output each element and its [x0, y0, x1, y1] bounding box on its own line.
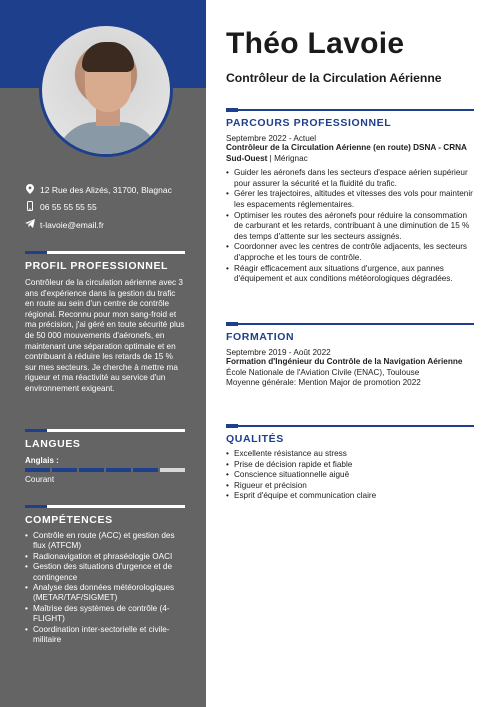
contact-email	[25, 216, 172, 234]
experience-task: • Réagir efficacement aux situations d'urgence, aux pannes d'équipement et aux conditions météorologiques dégradées.	[226, 264, 474, 285]
candidate-job-title: Contrôleur de la Circulation Aérienne	[226, 71, 442, 85]
skills-section	[25, 505, 185, 645]
skill-item: • Contrôle en route (ACC) et gestion des flux (ATFCM)	[25, 531, 185, 552]
language-level-segment	[79, 468, 104, 472]
education-section	[226, 323, 474, 389]
qualities-heading: QUALITÉS	[226, 433, 284, 445]
language-level-text: Courant	[25, 475, 55, 484]
language-level-segment	[52, 468, 77, 472]
education-school: École Nationale de l'Aviation Civile (ENAC), Toulouse	[226, 367, 420, 377]
experience-task: • Coordonner avec les centres de contrôle adjacents, les secteurs d'approche et les tours de contrôle.	[226, 242, 474, 263]
skill-item: • Maîtrise des systèmes de contrôle (4-FLIGHT)	[25, 604, 185, 625]
phone-icon	[25, 201, 34, 213]
experience-task: • Gérer les trajectoires, altitudes et vitesses des vols pour maintenir les espacements réglementaires.	[226, 189, 474, 210]
qualities-section	[226, 425, 474, 502]
education-degree: Formation d'Ingénieur du Contrôle de la Navigation Aérienne	[226, 357, 463, 366]
section-divider	[25, 251, 185, 254]
sidebar	[0, 0, 206, 707]
profile-text: Contrôleur de la circulation aérienne avec 3 ans d'expérience dans la gestion du trafic en route au sein d'un centre de contrôle régional. Reconnu pour mon sang-froid et ma précision, j'ai géré en toute sécurité plus de 50 000 mouvements d'aéronefs, en maintenant une séparation optimale et en contribuant à réduire les retards de 15 % sur mes secteurs. Je cherche à mettre ma rigueur et ma réactivité au service d'un environnement exigeant.	[25, 278, 185, 393]
contact-address-text: 12 Rue des Alizés, 31700, Blagnac	[40, 184, 172, 195]
skill-item: • Gestion des situations d'urgence et de contingence	[25, 562, 185, 583]
language-level-segment	[160, 468, 185, 472]
quality-item: • Esprit d'équipe et communication claire	[226, 491, 474, 502]
contact-address	[25, 181, 172, 199]
experience-section	[226, 109, 474, 285]
contact-email-link[interactable]: t-lavoie@email.fr	[40, 219, 104, 230]
quality-item: • Conscience situationnelle aiguë	[226, 470, 474, 481]
contact-phone	[25, 199, 172, 217]
quality-item: • Rigueur et précision	[226, 481, 474, 492]
experience-date: Septembre 2022 - Actuel	[226, 134, 317, 143]
quality-item: • Excellente résistance au stress	[226, 449, 474, 460]
language-level-segment	[133, 468, 158, 472]
contact-phone-text: 06 55 55 55 55	[40, 202, 97, 213]
section-divider	[25, 429, 185, 432]
contact-block	[25, 181, 172, 234]
skills-list	[25, 531, 185, 645]
education-heading: FORMATION	[226, 331, 295, 343]
languages-section	[25, 429, 185, 484]
skill-item: • Coordination inter-sectorielle et civile-militaire	[25, 625, 185, 646]
skill-item: • Analyse des données météorologiques (METAR/TAF/SIGMET)	[25, 583, 185, 604]
section-divider	[226, 109, 474, 111]
experience-job	[226, 143, 474, 164]
photo-hair	[82, 42, 134, 72]
language-level-segment	[106, 468, 131, 472]
map-pin-icon	[25, 184, 34, 196]
qualities-list	[226, 449, 474, 502]
section-divider	[226, 323, 474, 325]
photo-shirt	[56, 122, 160, 157]
language-level-bar	[25, 468, 185, 472]
languages-heading: LANGUES	[25, 438, 81, 450]
experience-location: | Mérignac	[267, 153, 308, 163]
language-name: Anglais :	[25, 456, 59, 465]
experience-heading: PARCOURS PROFESSIONNEL	[226, 117, 392, 129]
paper-plane-icon	[25, 219, 34, 230]
experience-tasks	[226, 168, 474, 285]
skill-item: • Radionavigation et phraséologie OACI	[25, 552, 185, 562]
experience-task: • Optimiser les routes des aéronefs pour réduire la consommation de carburant et les retards, contribuant à une diminution de 15 % des temps d'attente sur les secteurs assignés.	[226, 211, 474, 243]
candidate-name: Théo Lavoie	[226, 27, 405, 60]
section-divider	[25, 505, 185, 508]
experience-task: • Guider les aéronefs dans les secteurs d'espace aérien supérieur pour assurer la sécurité et la fluidité du trafic.	[226, 168, 474, 189]
education-date: Septembre 2019 - Août 2022	[226, 348, 331, 357]
profile-heading: PROFIL PROFESSIONNEL	[25, 260, 169, 272]
education-grade: Moyenne générale: Mention Major de promotion 2022	[226, 378, 421, 388]
profile-photo	[39, 23, 173, 157]
quality-item: • Prise de décision rapide et fiable	[226, 460, 474, 471]
experience-job-title: Contrôleur de la Circulation Aérienne (en route) DSNA - CRNA Sud-Ouest	[226, 143, 467, 163]
section-divider	[226, 425, 474, 427]
language-level-segment	[25, 468, 50, 472]
skills-heading: COMPÉTENCES	[25, 514, 113, 526]
profile-section	[25, 251, 185, 395]
